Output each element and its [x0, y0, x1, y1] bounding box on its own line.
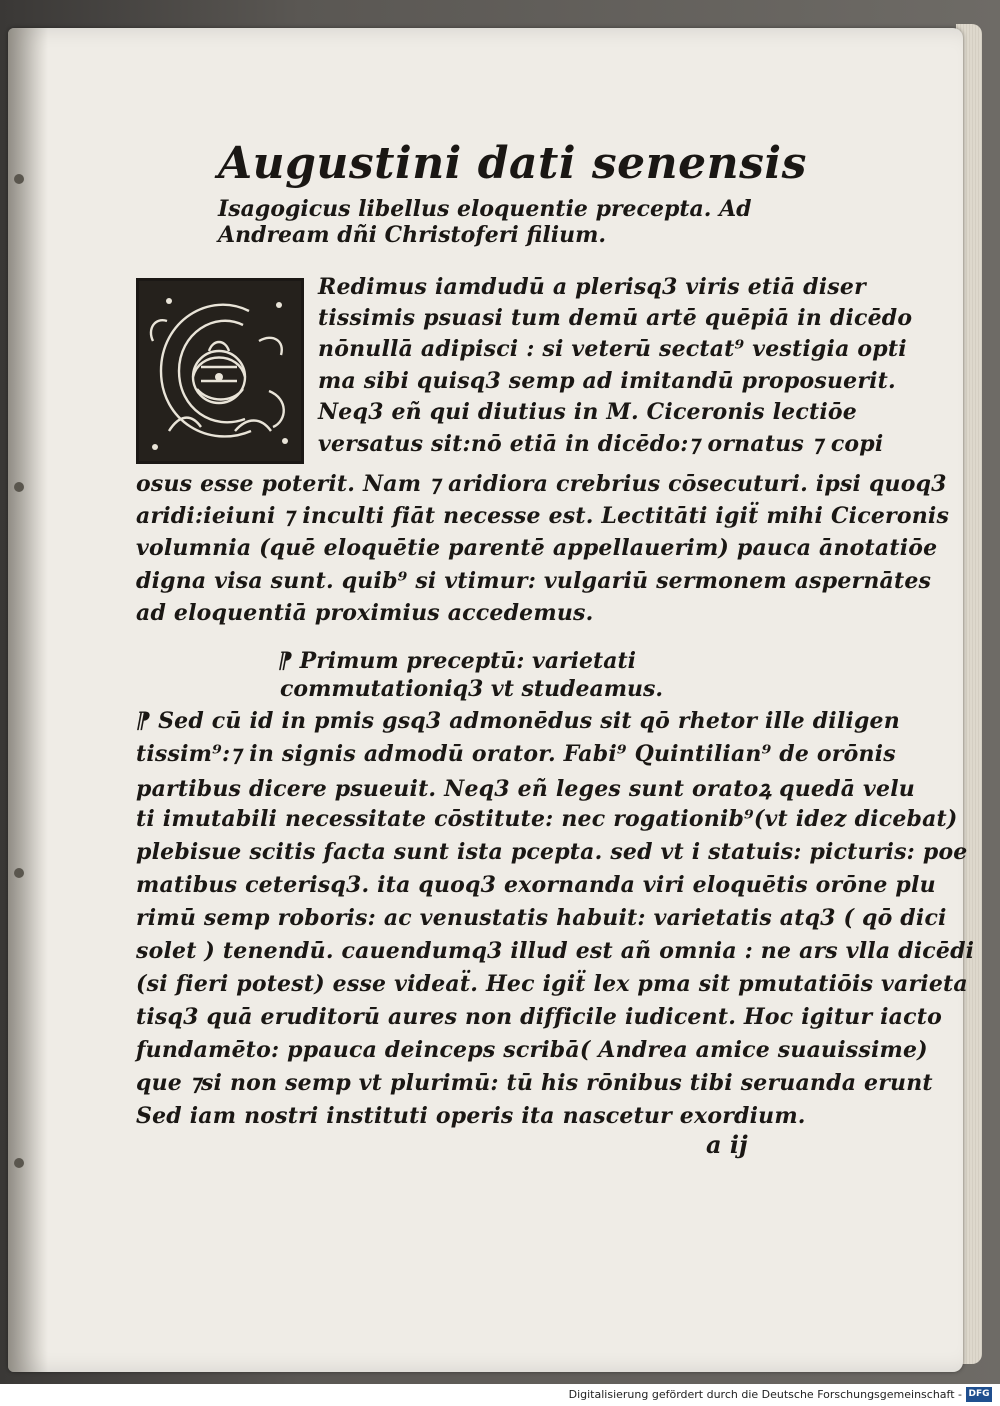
body-line: tissim⁹:⁊ in signis admodū orator. Fabi⁹ Quintilian⁹ de orōnis [136, 741, 896, 767]
body-line: rimū semp roboris: ac venustatis habuit: varietatis atq3 ( qō dici [136, 905, 947, 931]
body-line: aridi:ieiuni ⁊ inculti fiāt necesse est. Lectitāti igiẗ mihi Ciceronis [136, 503, 950, 529]
body-line: tisq3 quā eruditorū aures non difficile iudicent. Hoc igitur iacto [136, 1004, 942, 1030]
footer-bar [0, 1384, 1000, 1406]
page-title: Augustini dati senensis [218, 138, 807, 189]
body-line: ma sibi quisq3 semp ad imitandū proposuerit. [318, 368, 896, 394]
body-line: volumnia (quē eloquētie parentē appellauerim) pauca ānotatiōe [136, 535, 938, 561]
footer-credit: Digitalisierung gefördert durch die Deutsche Forschungsgemeinschaft - [568, 1388, 962, 1401]
section-heading-line-1 [278, 648, 636, 674]
body-line: Neq3 eñ qui diutius in M. Ciceronis lectiōe [318, 399, 857, 425]
body-line: que ⁊si non semp vt plurimū: tū his rōnibus tibi seruanda erunt [136, 1070, 933, 1096]
body-line: Redimus iamdudū a plerisq3 viris etiā diser [318, 274, 866, 300]
body-line: digna visa sunt. quib⁹ si vtimur: vulgariū sermonem aspernātes [136, 568, 932, 594]
body-line: nōnullā adipisci : si veterū sectat⁹ vestigia opti [318, 336, 907, 362]
section-heading-text: Primum preceptū: varietati [299, 648, 636, 674]
body-line: fundamēto: ppauca deinceps scribā( Andrea amice suauissime) [136, 1037, 928, 1063]
pilcrow-icon: ⁋ [136, 708, 159, 734]
body-line: Sed iam nostri instituti operis ita nascetur exordium. [136, 1103, 806, 1129]
body-line-text: Sed cū id in pmis gsq3 admonēdus sit qō rhetor ille diligen [158, 708, 900, 734]
body-line: osus esse poterit. Nam ⁊ aridiora crebrius cōsecuturi. ipsi quoq3 [136, 471, 947, 497]
dfg-logo-icon[interactable]: DFG [966, 1387, 992, 1402]
body-line: (si fieri potest) esse videaẗ. Hec igiẗ lex pma sit pmutatiōis varieta [136, 971, 968, 997]
body-line: tissimis psuasi tum demū artē quēpiā in dicēdo [318, 305, 913, 331]
body-line: matibus ceterisq3. ita quoq3 exornanda viri eloquētis orōne plu [136, 872, 936, 898]
woodcut-ornament-icon [139, 281, 301, 461]
body-line [136, 708, 900, 734]
section-heading-line-2: commutationiq3 vt studeamus. [280, 676, 664, 702]
body-line: ti imutabili necessitate cōstitute: nec rogationib⁹(vt idez dicebat) [136, 806, 958, 832]
decorated-initial-woodcut [136, 278, 304, 464]
body-line: partibus dicere psueuit. Neq3 eñ leges sunt oratoꝝ quedā velu [136, 776, 915, 802]
subtitle-line-2: Andream dñi Christoferi filium. [218, 222, 607, 248]
body-line: solet ) tenendū. cauendumq3 illud est añ omnia : ne ars vlla dicēdi [136, 938, 975, 964]
body-line: ad eloquentiā proximius accedemus. [136, 600, 594, 626]
signature-mark: a ij [706, 1130, 748, 1159]
subtitle-line-1: Isagogicus libellus eloquentie precepta. Ad [218, 196, 752, 222]
body-line: versatus sit:nō etiā in dicēdo:⁊ ornatus ⁊ copi [318, 431, 884, 457]
pilcrow-icon: ⁋ [278, 648, 300, 674]
body-line: plebisue scitis facta sunt ista pcepta. sed vt i statuis: picturis: poe [136, 839, 968, 865]
